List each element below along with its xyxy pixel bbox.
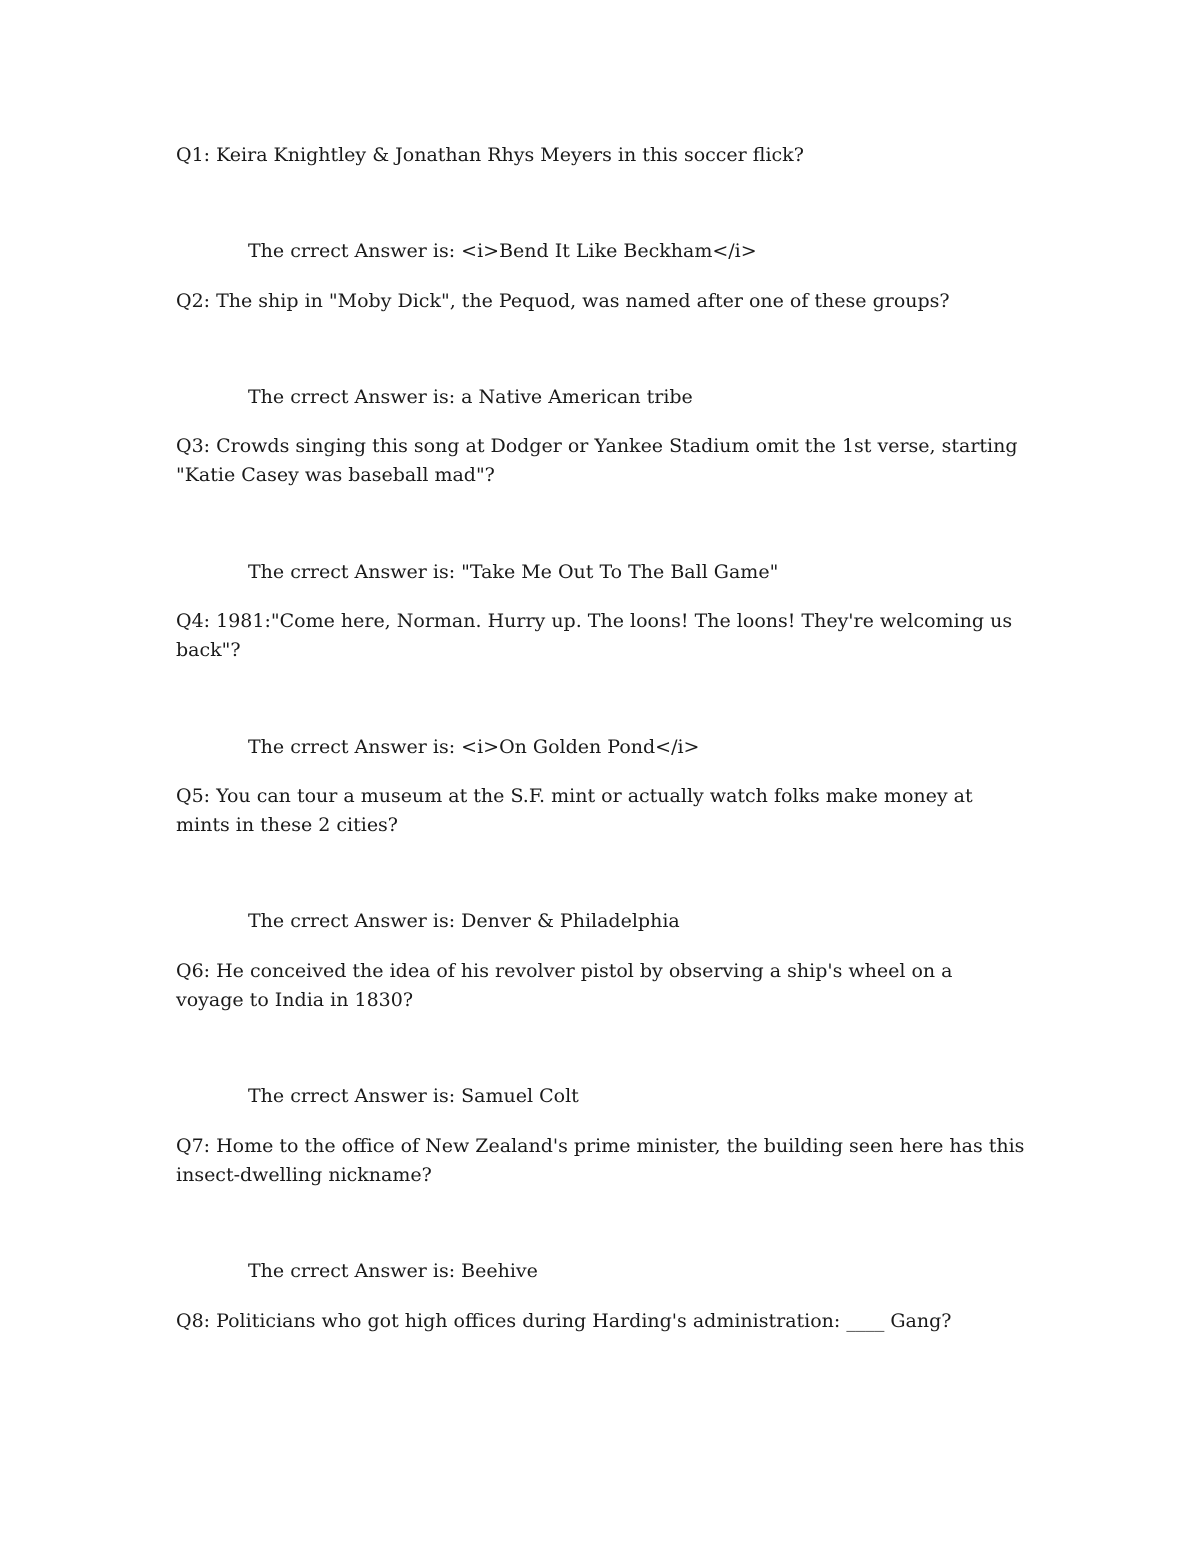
question-8: Q8: Politicians who got high offices during Harding's administration: ____ Gang?: [176, 1310, 952, 1332]
answer-5: The crrect Answer is: Denver & Philadelphia: [248, 910, 680, 932]
answer-3: The crrect Answer is: "Take Me Out To The Ball Game": [248, 561, 779, 583]
question-5: Q5: You can tour a museum at the S.F. mint or actually watch folks make money at mints in these 2 cities?: [176, 785, 973, 836]
question-6: Q6: He conceived the idea of his revolver pistol by observing a ship's wheel on a voyage to India in 1830?: [176, 960, 953, 1011]
question-3: Q3: Crowds singing this song at Dodger or Yankee Stadium omit the 1st verse, starting "Katie Casey was baseball mad"?: [176, 435, 1018, 486]
question-7: Q7: Home to the office of New Zealand's prime minister, the building seen here has this insect-dwelling nickname?: [176, 1135, 1025, 1186]
question-1: Q1: Keira Knightley & Jonathan Rhys Meyers in this soccer flick?: [176, 144, 804, 166]
question-4: Q4: 1981:"Come here, Norman. Hurry up. The loons! The loons! They're welcoming us back"?: [176, 610, 1013, 661]
question-2: Q2: The ship in "Moby Dick", the Pequod, was named after one of these groups?: [176, 290, 950, 312]
answer-7: The crrect Answer is: Beehive: [248, 1260, 538, 1282]
answer-2: The crrect Answer is: a Native American tribe: [248, 386, 693, 408]
answer-6: The crrect Answer is: Samuel Colt: [248, 1085, 579, 1107]
answer-4: The crrect Answer is: <i>On Golden Pond</i>: [248, 736, 700, 758]
answer-1: The crrect Answer is: <i>Bend It Like Beckham</i>: [248, 240, 757, 262]
